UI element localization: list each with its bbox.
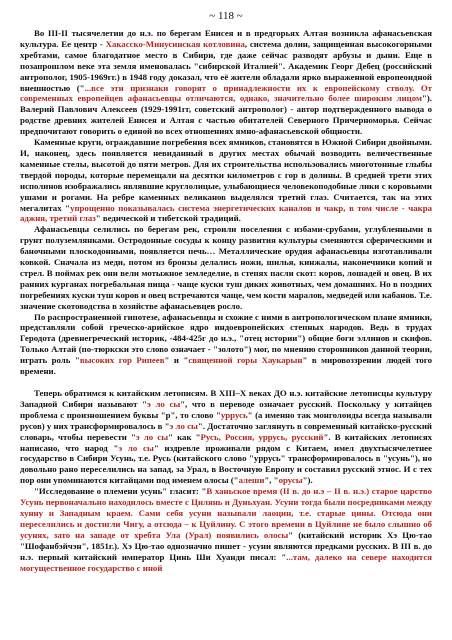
highlighted-text: В ханьское время (II в. до н.э – II в. н.э.) старое царство Усунь первоначально находилось вместе с Цилянь и Дуньхуан. Усуни тогда были посредниками между хунну и Западным краем. Сами себя усуни называли лаоцин, т.е. старые цины. Отсюда они переселились и достигли Чигу, а отсюда – к Цуйлину. С этого времени в Цуйлине не было слышно об усунях, зато на западе от хребта Ула (Урал) появились олосы [20,486,432,540]
page-number: ~ 118 ~ [209,10,243,22]
body-text: По распространенной гипотезе, афанасьевцы и схожие с ними в антропологическом плане ямники, представляли собой греческо-арийское ядро индоевропейских степных народов. Ведь в трудах Геродота (древнегреческий историк, -484-425г до н.э., "отец истории") общие боги эллинов и скифов. Только Алтай (по-тюркски это слово означает - "золото") мог, по мнению сторонников данной теории, играть роль " [20,311,432,366]
highlighted-text: Хакасско-Минусинская котловина [105,38,245,49]
body-text: " как " [168,431,201,442]
body-text: Каменные круги, ограждавшие погребения всех ямников, становятся в Южной Сибири двойными. И, наконец, здесь появляется невиданный в других местах обычай возводить величественные каменные стелы, высотой до пяти метров. Для их строительства использовались многотонные глыбы твердой породы, которые перемещали на десятки километров с гор в долины. В средней трети этих исполинов изображались являвшие круглолицые, улыбающиеся человекоподобные лики с коровьими ушами и рогами. На ребре каменных великанов выделялся третий глаз. Считается, так на этих мегалитах " [20,137,432,213]
highlighted-text: э ло сы [147,398,181,409]
highlighted-text: ...там, далеко на севере находится могущественное государство с иной [20,551,433,573]
highlighted-text: алеши [238,475,265,486]
highlighted-text: упрощенно показывалась система энергетических каналов и чакр, в том числе - чакра аджня, третий глаз [20,202,432,224]
highlighted-text: э ло сы [169,420,198,431]
body-text: Во III-II тысячелетии до н.э. по берегам Енисея и в предгорьях Алтая возникла афанасьевская культура. Ее центр - [20,28,432,49]
body-text: " и " [164,355,189,366]
text-body [20,28,432,573]
body-text: " издревле проживали рядом с Китаем, имел двухтысячелетнее государство в Сибири Усунь, т.е. Русь (китайского слово "уррусь" трансформировалось в "усунь"), но довольно рано переселились на запад, за Урал, в Восточную Европу и составил русский этнос. И с тех пор они упоминаются китайцами под именем олосы (" [20,442,432,486]
paragraph-p1 [20,28,432,137]
body-text: " (а именно так монголоиды всегда называли русов) у них трансформировалось в " [20,409,432,431]
highlighted-text: высоких гор Рипеев [79,355,165,366]
highlighted-text: священной горы Хаукарын [188,355,303,366]
body-text: " в мировоззрении людей того времени. [20,355,432,377]
body-text: "Исследование о племени усунь" гласит: " [34,486,207,497]
body-text: Афанасьевцы селились по берегам рек, строили поселения с избами-срубами, углубленными в грунт полуземлянками. Остродонные сосуды к концу развития культуры сменяются сферическими и баночными плоскодонными, появляется печь… Металлические орудия афанасьевцы изготавливали ковкой. Сначала из меди, потом из бронзы делались ножи, шилья, кинжалы, наконечники копий и стрел. В поймах рек они вели мотыжное земледелие, в степях пасли скот: коров, лошадей и овец. В их ранних курганах погребальная пища - чаще куски туш диких животных, чем домашних. Но в поздних погребениях куски туш коров и овец встречаются чаще, чем кости маралов, медведей или кабанов. Т.е. значение скотоводства в хозяйстве афанасьевцев росло. [20,224,432,311]
paragraph-p3 [20,224,432,311]
highlighted-text: э ло сы [118,442,154,453]
paragraph-p2 [20,137,432,224]
body-text: ", " [264,475,279,486]
body-text: " (китайский историк Хэ Цю-тао "Шофанбэйчэн", 1851г.). Хэ Цю-тао однозначно пишет - усуни являются предками русских. В III в. до н.э. первый китайский император Цинь Ши Хуанди писал: " [20,529,432,562]
body-text: " ведической и тибетской традиций. [95,213,241,224]
body-text: ". В китайских летописях написано, что народ " [20,431,432,453]
body-text: , система долин, защищенная высокогорными хребтами, самое благодатное место в Сибири, где даже сейчас разводят арбузы и дыни. Еще в позапрошлом веке эта земля именовалась "сибирской Италией". Академик Георг Дебец (российский антрополог, 1905-1969гг.) в 1948 году доказал, что её жители обладали ярко выраженной европеоидной внешностью (" [20,38,433,93]
body-text: "). [302,475,313,486]
body-text: ", что в переводе означает русский. Поскольку у китайцев проблема с произношением буквы "р", то слово " [20,398,433,420]
body-text: ". Достаточно заглянуть в современный китайско-русский словарь, чтобы перевести " [20,420,432,442]
body-text: "). Валерий Павлович Алексеев (1929-1991гг, советский антрополог) - автор подтвержденного вывода о родстве древних жителей Енисея и Алтая с частью обитателей Северного Причерноморья. Сейчас предпочитают говорить о единой во всех отношениях ямно-афанасьевской общности. [20,93,432,137]
paragraph-p5 [20,388,432,486]
paragraph-p6 [20,486,432,573]
paragraph-p4 [20,312,432,377]
highlighted-text: уррусь [220,409,248,420]
highlighted-text: ...все эти признаки говорят о принадлежности их к европейскому стволу. От современных европейцев афанасьевцы отличаются, однако, значительно более широким лицом [20,82,432,104]
highlighted-text: орусы [278,475,303,486]
highlighted-text: э ло сы [135,431,169,442]
highlighted-text: Русь, Россия, уррусь, русский [200,431,324,442]
body-text: Теперь обратимся к китайским летописям. В XIII–Х веках ДО н.э. китайские летописцы культуру Западной Сибири называют " [20,388,432,409]
